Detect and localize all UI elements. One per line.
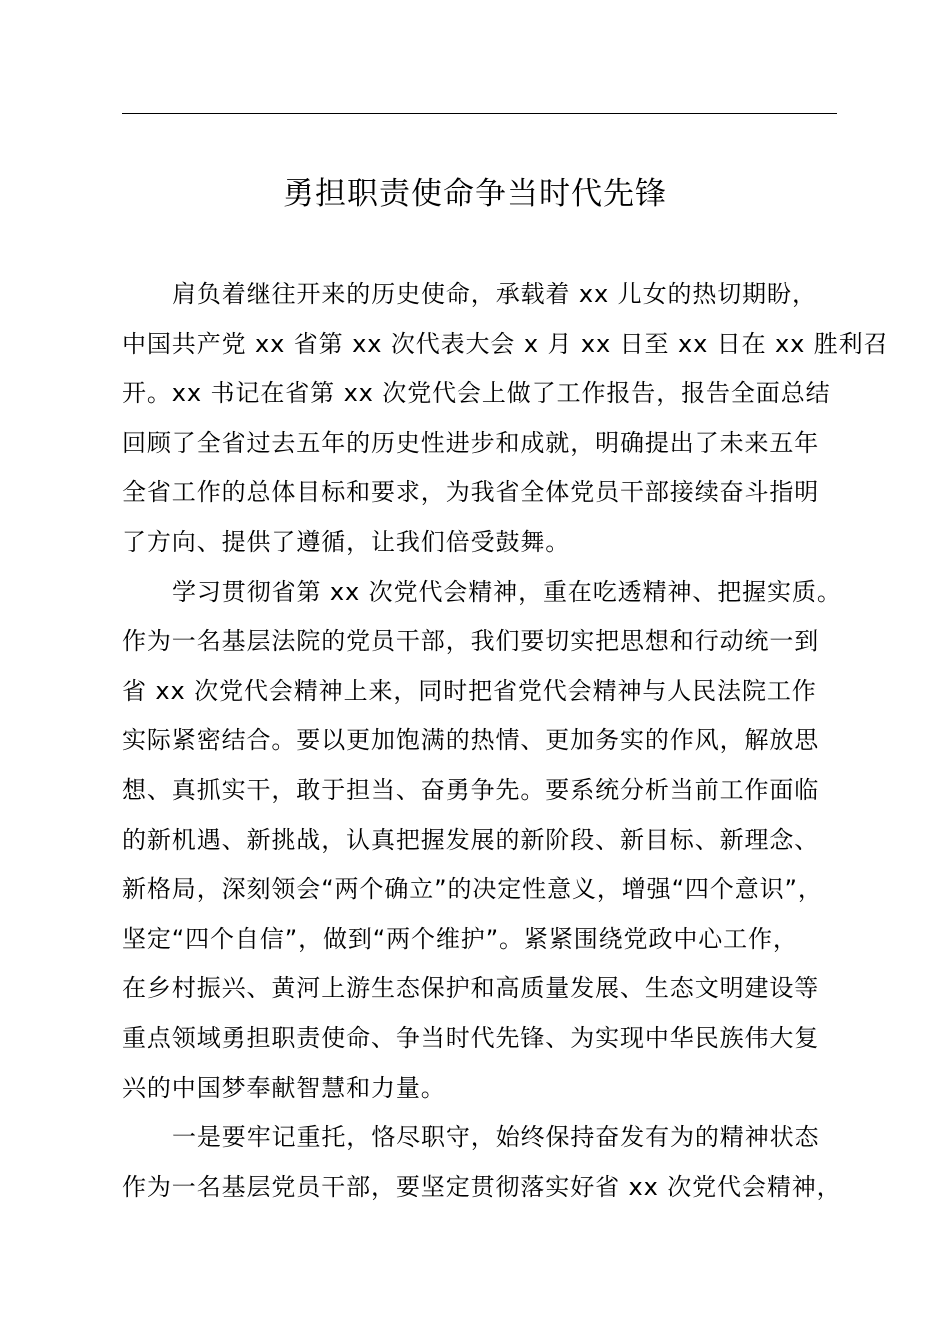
text-line: 作为一名基层法院的党员干部，我们要切实把思想和行动统一到: [122, 627, 820, 656]
paragraph-1: [122, 270, 889, 568]
text-line: 作为一名基层党员干部，要坚定贯彻落实好省 xx 次党代会精神，: [122, 1172, 842, 1201]
text-line: 一是要牢记重托，恪尽职守，始终保持奋发有为的精神状态: [172, 1123, 820, 1152]
text-line: 全省工作的总体目标和要求，为我省全体党员干部接续奋斗指明: [122, 478, 820, 507]
text-line: 回顾了全省过去五年的历史性进步和成就，明确提出了未来五年: [122, 428, 820, 457]
paragraph-2: [122, 568, 862, 1114]
header-rule: [122, 113, 837, 114]
text-line: 实际紧密结合。要以更加饱满的热情、更加务实的作风，解放思: [122, 726, 820, 755]
text-line: 新格局，深刻领会“两个确立”的决定性意义，增强“四个意识”，: [122, 875, 823, 904]
text-line: 开。xx 书记在省第 xx 次党代会上做了工作报告，报告全面总结: [122, 379, 831, 408]
text-line: 在乡村振兴、黄河上游生态保护和高质量发展、生态文明建设等: [122, 974, 820, 1003]
text-line: 想、真抓实干，敢于担当、奋勇争先。要系统分析当前工作面临: [122, 775, 820, 804]
text-line: 的新机遇、新挑战，认真把握发展的新阶段、新目标、新理念、: [122, 825, 820, 854]
text-line: 坚定“四个自信”，做到“两个维护”。紧紧围绕党政中心工作，: [122, 924, 798, 953]
text-line: 了方向、提供了遵循，让我们倍受鼓舞。: [122, 527, 571, 556]
text-line: 兴的中国梦奉献智慧和力量。: [122, 1073, 446, 1102]
text-line: 重点领域勇担职责使命、争当时代先锋、为实现中华民族伟大复: [122, 1023, 820, 1052]
paragraph-3: [122, 1113, 862, 1212]
text-line: 肩负着继往开来的历史使命，承载着 xx 儿女的热切期盼，: [172, 280, 817, 308]
document-title: 勇担职责使命争当时代先锋: [283, 176, 667, 212]
text-line: 省 xx 次党代会精神上来，同时把省党代会精神与人民法院工作: [122, 676, 817, 705]
text-line: 学习贯彻省第 xx 次党代会精神，重在吃透精神、把握实质。: [172, 577, 842, 606]
document-body: [122, 270, 889, 1212]
text-line: 中国共产党 xx 省第 xx 次代表大会 x 月 xx 日至 xx 日在 xx 胜利召: [122, 329, 889, 358]
